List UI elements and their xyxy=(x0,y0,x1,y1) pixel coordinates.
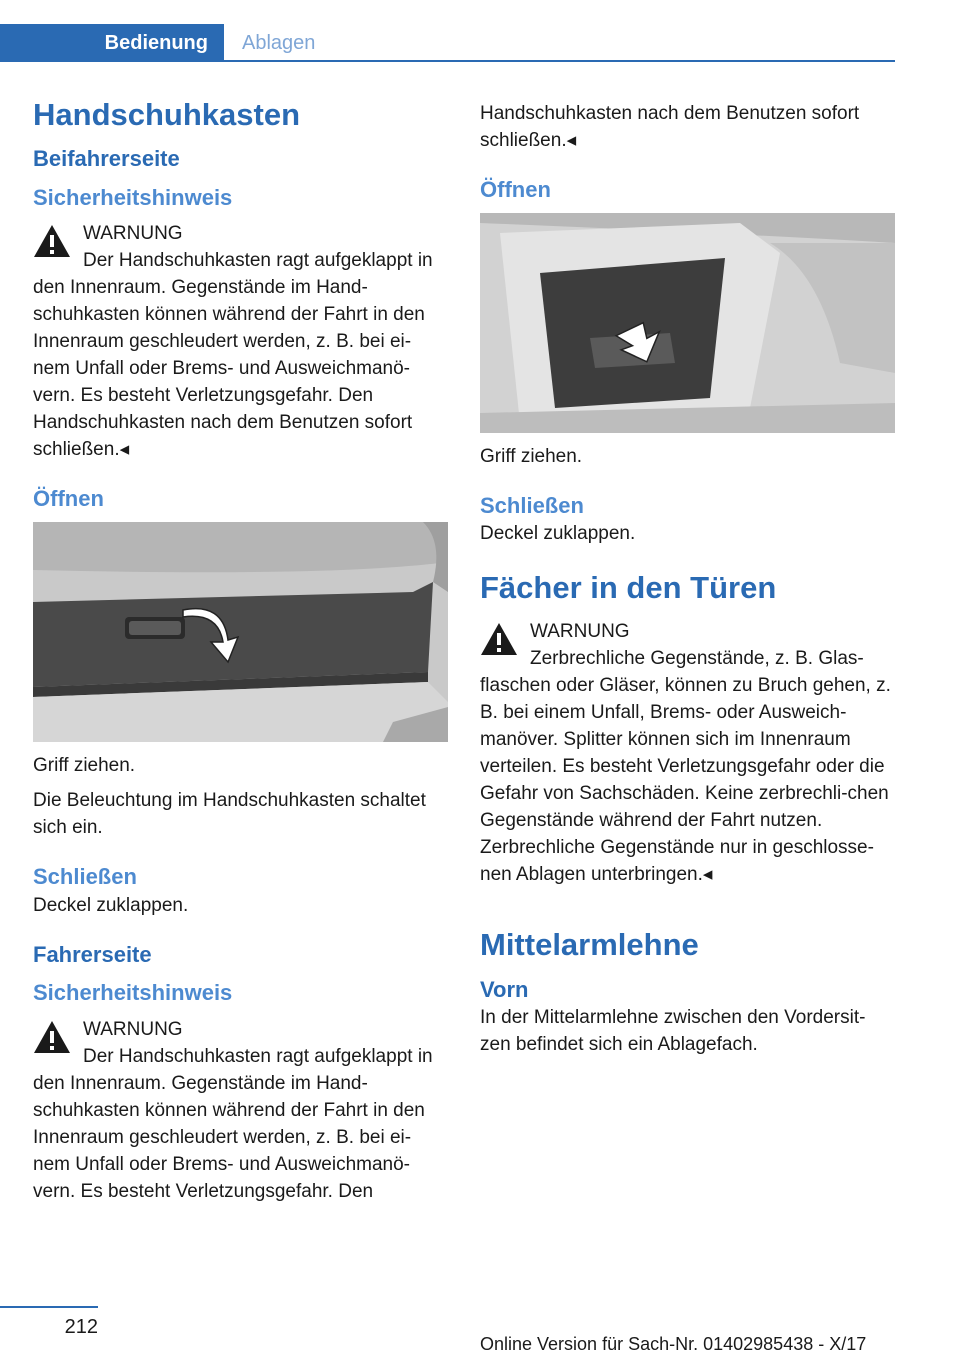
online-version-note: Online Version für Sach-Nr. 01402985438 - X/17 xyxy=(480,1334,867,1354)
warning-triangle-icon xyxy=(33,224,71,258)
heading-sicherheitshinweis-1: Sicherheitshinweis xyxy=(33,184,233,210)
step-deckel-zuklappen-1: Deckel zuklappen. xyxy=(33,894,189,916)
tab-divider-line xyxy=(224,60,895,62)
warning-triangle-icon xyxy=(480,622,518,656)
warning-label: WARNUNG xyxy=(530,621,630,643)
left-column xyxy=(33,96,448,1205)
right-column xyxy=(480,100,895,1058)
section-title-mittelarmlehne: Mittelarmlehne xyxy=(480,927,699,963)
glovebox-driver-photo xyxy=(480,213,895,433)
warning-block-2 xyxy=(33,1016,448,1205)
warning-continuation: Handschuhkasten nach dem Benutzen sofort schließen.◂ xyxy=(480,103,860,151)
warning-triangle-icon xyxy=(33,1020,71,1054)
note-beleuchtung: Die Beleuchtung im Handschuhkasten schaltet sich ein. xyxy=(33,789,426,838)
chapter-tabbar xyxy=(0,24,895,62)
text-vorn: In der Mittelarmlehne zwischen den Vordersit-zen befindet sich ein Ablagefach. xyxy=(480,1007,866,1056)
heading-sicherheitshinweis-2: Sicherheitshinweis xyxy=(33,980,233,1006)
warning-text: Der Handschuhkasten ragt aufgeklappt in den Innenraum. Gegenstände im Hand-schuhkasten können während der Fahrt in den Innenraum geschleudert werden, z. B. bei ei-nem Unfall oder Brems- und Ausweichmanö-vern. Es besteht Verletzungsgefahr. Den xyxy=(33,1045,433,1202)
heading-oeffnen-2: Öffnen xyxy=(480,177,551,202)
step-deckel-zuklappen-2: Deckel zuklappen. xyxy=(480,523,636,545)
warning-block-1 xyxy=(33,220,448,463)
subsection-fahrerseite: Fahrerseite xyxy=(33,941,152,967)
step-griff-ziehen-1: Griff ziehen. xyxy=(33,754,136,776)
warning-label: WARNUNG xyxy=(83,223,183,245)
section-title-faecher-tueren: Fächer in den Türen xyxy=(480,570,777,606)
subsection-beifahrerseite: Beifahrerseite xyxy=(33,146,180,172)
heading-oeffnen-1: Öffnen xyxy=(33,486,104,512)
page-number: 212 xyxy=(64,1316,98,1338)
warning-text: Zerbrechliche Gegenstände, z. B. Glas-flaschen oder Gläser, können zu Bruch gehen, z. B. bei einem Unfall, Brems- oder Ausweich-manöver. Splitter können sich im Innenraum verteilen. Es besteht Verletzungsgefahr oder die Gefahr von Sachschäden. Keine zerbrechli-chen Gegenstände während der Fahrt nutzen. Zerbrechliche Gegenstände nur in geschlosse-nen Ablagen unterbringen.◂ xyxy=(480,648,891,886)
footer-line xyxy=(0,1306,98,1308)
warning-label: WARNUNG xyxy=(83,1018,183,1040)
heading-schliessen-1: Schließen xyxy=(33,863,137,889)
step-griff-ziehen-2: Griff ziehen. xyxy=(480,445,583,467)
warning-text: Der Handschuhkasten ragt aufgeklappt in den Innenraum. Gegenstände im Hand-schuhkasten können während der Fahrt in den Innenraum geschleudert werden, z. B. bei ei-nem Unfall oder Brems- und Ausweichmanö-vern. Es besteht Verletzungsgefahr. Den Handschuhkasten nach dem Benutzen sofort schließen.◂ xyxy=(33,250,433,461)
subsection-vorn: Vorn xyxy=(480,976,529,1002)
warning-block-3 xyxy=(480,618,895,888)
tab-ablagen[interactable]: Ablagen xyxy=(242,31,316,54)
tab-bedienung[interactable]: Bedienung xyxy=(0,24,224,62)
section-title-handschuhkasten: Handschuhkasten xyxy=(33,97,301,132)
glovebox-passenger-photo xyxy=(33,522,448,742)
heading-schliessen-2: Schließen xyxy=(480,492,584,518)
